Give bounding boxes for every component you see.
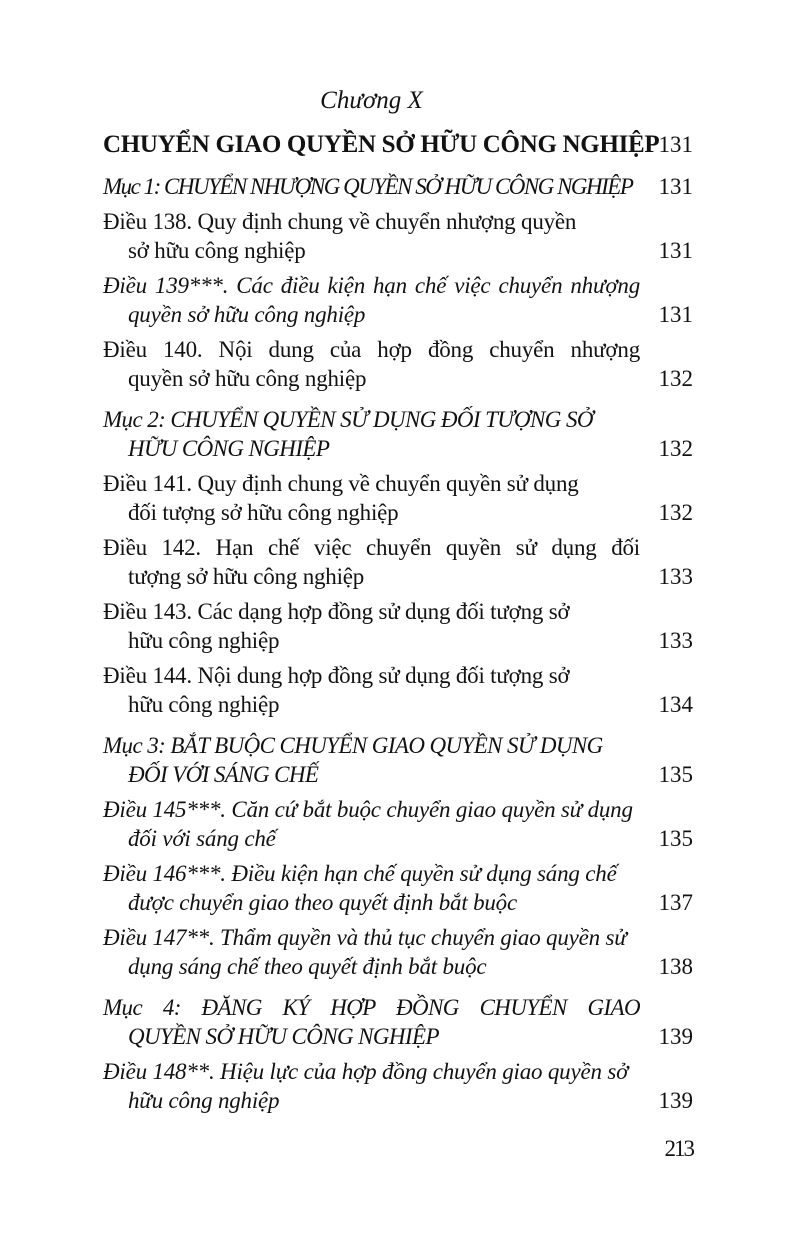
toc-entry-line: Điều 140. Nội dung của hợp đồng chuyển nhượng	[103, 337, 640, 362]
toc-entry-line: đối tượng sở hữu công nghiệp	[128, 500, 399, 525]
toc-content	[103, 86, 693, 1121]
toc-entry-line: tượng sở hữu công nghiệp	[128, 564, 365, 589]
toc-entry	[103, 859, 693, 917]
toc-entry-line: HỮU CÔNG NGHIỆP	[128, 436, 330, 461]
toc-entry-line: ĐỐI VỚI SÁNG CHẾ	[128, 762, 319, 787]
toc-entry	[103, 597, 693, 655]
toc-entry-page: 133	[658, 628, 693, 653]
toc-entry-line: Mục 2: CHUYỂN QUYỀN SỬ DỤNG ĐỐI TƯỢNG SỞ	[103, 407, 593, 432]
toc-entry-line: Điều 142. Hạn chế việc chuyển quyền sử dụng đối	[103, 535, 640, 560]
toc-entry-page: 132	[658, 436, 693, 461]
toc-entry-line: Mục 1: CHUYỂN NHƯỢNG QUYỀN SỞ HỮU CÔNG NGHIỆP	[103, 174, 633, 199]
toc-entry	[103, 993, 693, 1051]
toc-entry-line: Điều 144. Nội dung hợp đồng sử dụng đối tượng sở	[103, 663, 570, 688]
toc-entry	[103, 172, 693, 201]
toc-entry-line: Điều 147**. Thẩm quyền và thủ tục chuyển giao quyền sử	[103, 925, 627, 950]
toc-entry-page: 131	[658, 174, 693, 199]
toc-entry-page: 131	[658, 302, 693, 327]
toc-entry-page: 132	[658, 500, 693, 525]
toc-entry-line: hữu công nghiệp	[128, 1088, 280, 1113]
toc-entry-line: Điều 143. Các dạng hợp đồng sử dụng đối tượng sở	[103, 599, 570, 624]
chapter-title: CHUYỂN GIAO QUYỀN SỞ HỮU CÔNG NGHIỆP	[103, 131, 660, 158]
toc-entry-line: dụng sáng chế theo quyết định bắt buộc	[128, 954, 487, 979]
chapter-title-page: 131	[658, 132, 693, 157]
toc-entry-line: sở hữu công nghiệp	[128, 238, 306, 263]
chapter-label: Chương X	[320, 87, 423, 114]
toc-entry	[103, 923, 693, 981]
page-number-folio: 213	[664, 1136, 693, 1161]
toc-entry	[103, 469, 693, 527]
toc-entry	[103, 731, 693, 789]
toc-entry-page: 135	[658, 826, 693, 851]
toc-entry	[103, 1057, 693, 1115]
toc-entry	[103, 405, 693, 463]
toc-entry-page: 131	[658, 238, 693, 263]
toc-entry-line: Mục 3: BẮT BUỘC CHUYỂN GIAO QUYỀN SỬ DỤNG	[103, 733, 603, 758]
toc-entry	[103, 335, 693, 393]
chapter-title-row	[103, 129, 693, 160]
toc-entry-line: hữu công nghiệp	[128, 628, 280, 653]
toc-entry-page: 134	[658, 692, 693, 717]
toc-entries	[103, 172, 693, 1115]
toc-entry	[103, 795, 693, 853]
toc-entry-page: 137	[658, 890, 693, 915]
toc-entry-line: Mục 4: ĐĂNG KÝ HỢP ĐỒNG CHUYỂN GIAO	[103, 995, 640, 1020]
toc-entry-page: 135	[658, 762, 693, 787]
toc-entry-line: Điều 146***. Điều kiện hạn chế quyền sử dụng sáng chế	[103, 861, 617, 886]
toc-entry	[103, 207, 693, 265]
toc-entry	[103, 271, 693, 329]
toc-entry-line: quyền sở hữu công nghiệp	[128, 302, 366, 327]
toc-entry-line: Điều 139***. Các điều kiện hạn chế việc chuyển nhượng	[103, 273, 640, 298]
toc-entry-page: 139	[658, 1024, 693, 1049]
toc-entry-page: 139	[658, 1088, 693, 1113]
toc-entry-page: 133	[658, 564, 693, 589]
toc-entry-line: quyền sở hữu công nghiệp	[128, 366, 367, 391]
toc-entry	[103, 661, 693, 719]
toc-entry-line: Điều 148**. Hiệu lực của hợp đồng chuyển giao quyền sở	[103, 1059, 629, 1084]
toc-entry-line: Điều 138. Quy định chung về chuyển nhượng quyền	[103, 209, 577, 234]
toc-entry-page: 138	[658, 954, 693, 979]
toc-entry-line: Điều 141. Quy định chung về chuyển quyền sử dụng	[103, 471, 579, 496]
toc-entry-line: QUYỀN SỞ HỮU CÔNG NGHIỆP	[128, 1024, 439, 1049]
toc-entry-line: Điều 145***. Căn cứ bắt buộc chuyển giao quyền sử dụng	[103, 797, 633, 822]
toc-entry-line: hữu công nghiệp	[128, 692, 280, 717]
toc-entry-line: được chuyển giao theo quyết định bắt buộc	[128, 890, 517, 915]
toc-entry	[103, 533, 693, 591]
toc-entry-line: đối với sáng chế	[128, 826, 276, 851]
toc-entry-page: 132	[658, 366, 693, 391]
